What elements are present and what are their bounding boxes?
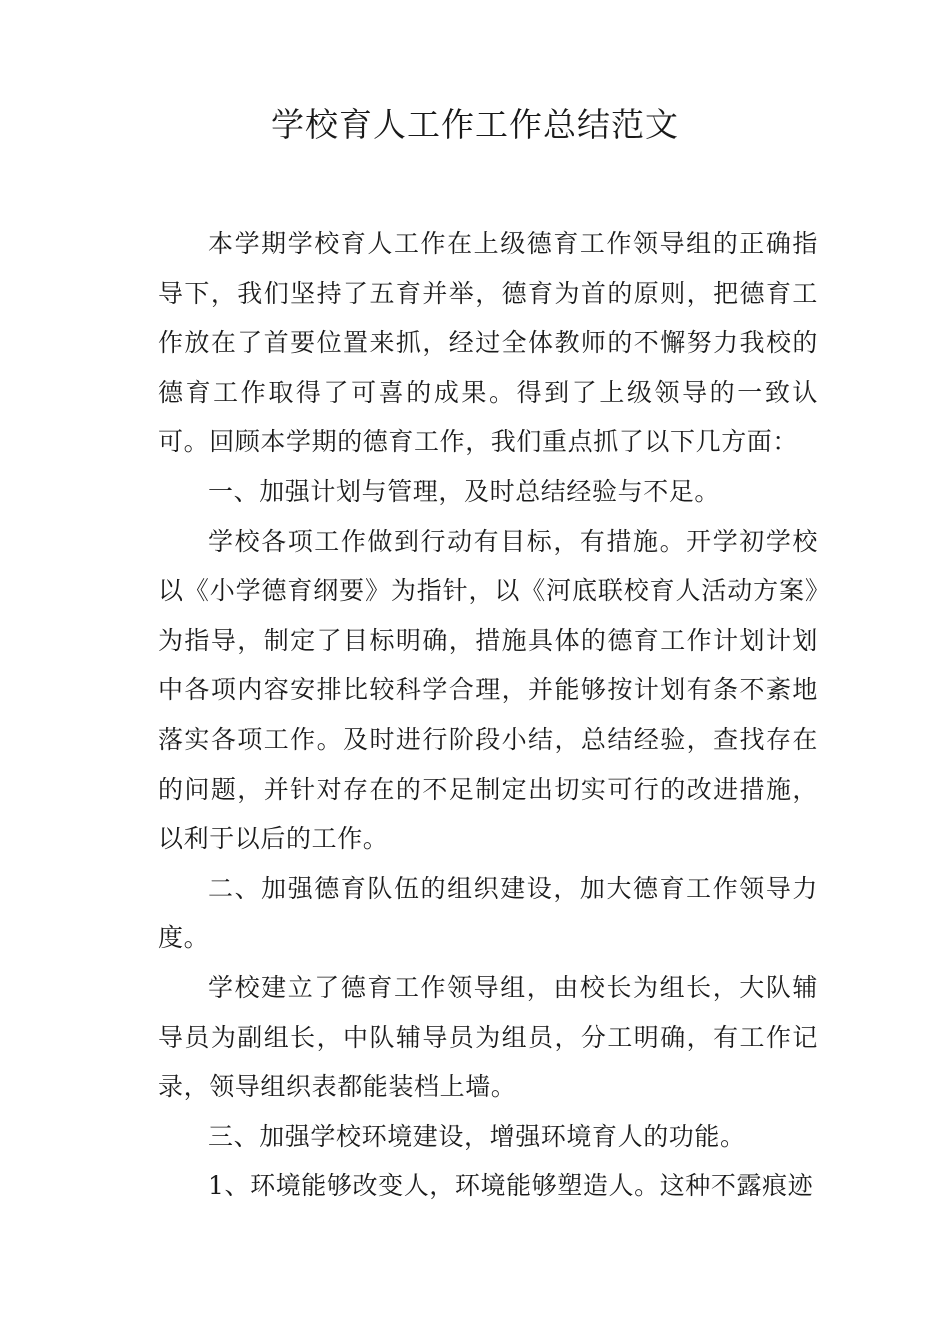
document-title: 学校育人工作工作总结范文 xyxy=(271,105,679,144)
paragraph-environment: 1、环境能够改变人，环境能够塑造人。这种不露痕迹 xyxy=(208,1171,814,1201)
paragraph-plan-management: 学校各项工作做到行动有目标，有措施。开学初学校以《小学德育纲要》为指针，以《河底联校育人活动方案》为指导，制定了目标明确，措施具体的德育工作计划计划中各项内容安排比较科学合理，并能够按计划有条不紊地落实各项工作。及时进行阶段小结，总结经验，查找存在的问题，并针对存在的不足制定出切实可行的改进措施，以利于以后的工作。 xyxy=(158,526,818,854)
paragraph-team-building: 学校建立了德育工作领导组，由校长为组长，大队辅导员为副组长，中队辅导员为组员，分工明确，有工作记录，领导组织表都能装档上墙。 xyxy=(158,972,818,1102)
document-body xyxy=(158,219,818,1211)
section-heading-3: 三、加强学校环境建设，增强环境育人的功能。 xyxy=(208,1121,746,1151)
paragraph-intro: 本学期学校育人工作在上级德育工作领导组的正确指导下，我们坚持了五育并举，德育为首的原则，把德育工作放在了首要位置来抓，经过全体教师的不懈努力我校的德育工作取得了可喜的成果。得到了上级领导的一致认可。回顾本学期的德育工作，我们重点抓了以下几方面： xyxy=(158,229,818,457)
section-heading-1: 一、加强计划与管理，及时总结经验与不足。 xyxy=(208,476,721,506)
section-heading-2: 二、加强德育队伍的组织建设，加大德育工作领导力度。 xyxy=(158,873,818,953)
